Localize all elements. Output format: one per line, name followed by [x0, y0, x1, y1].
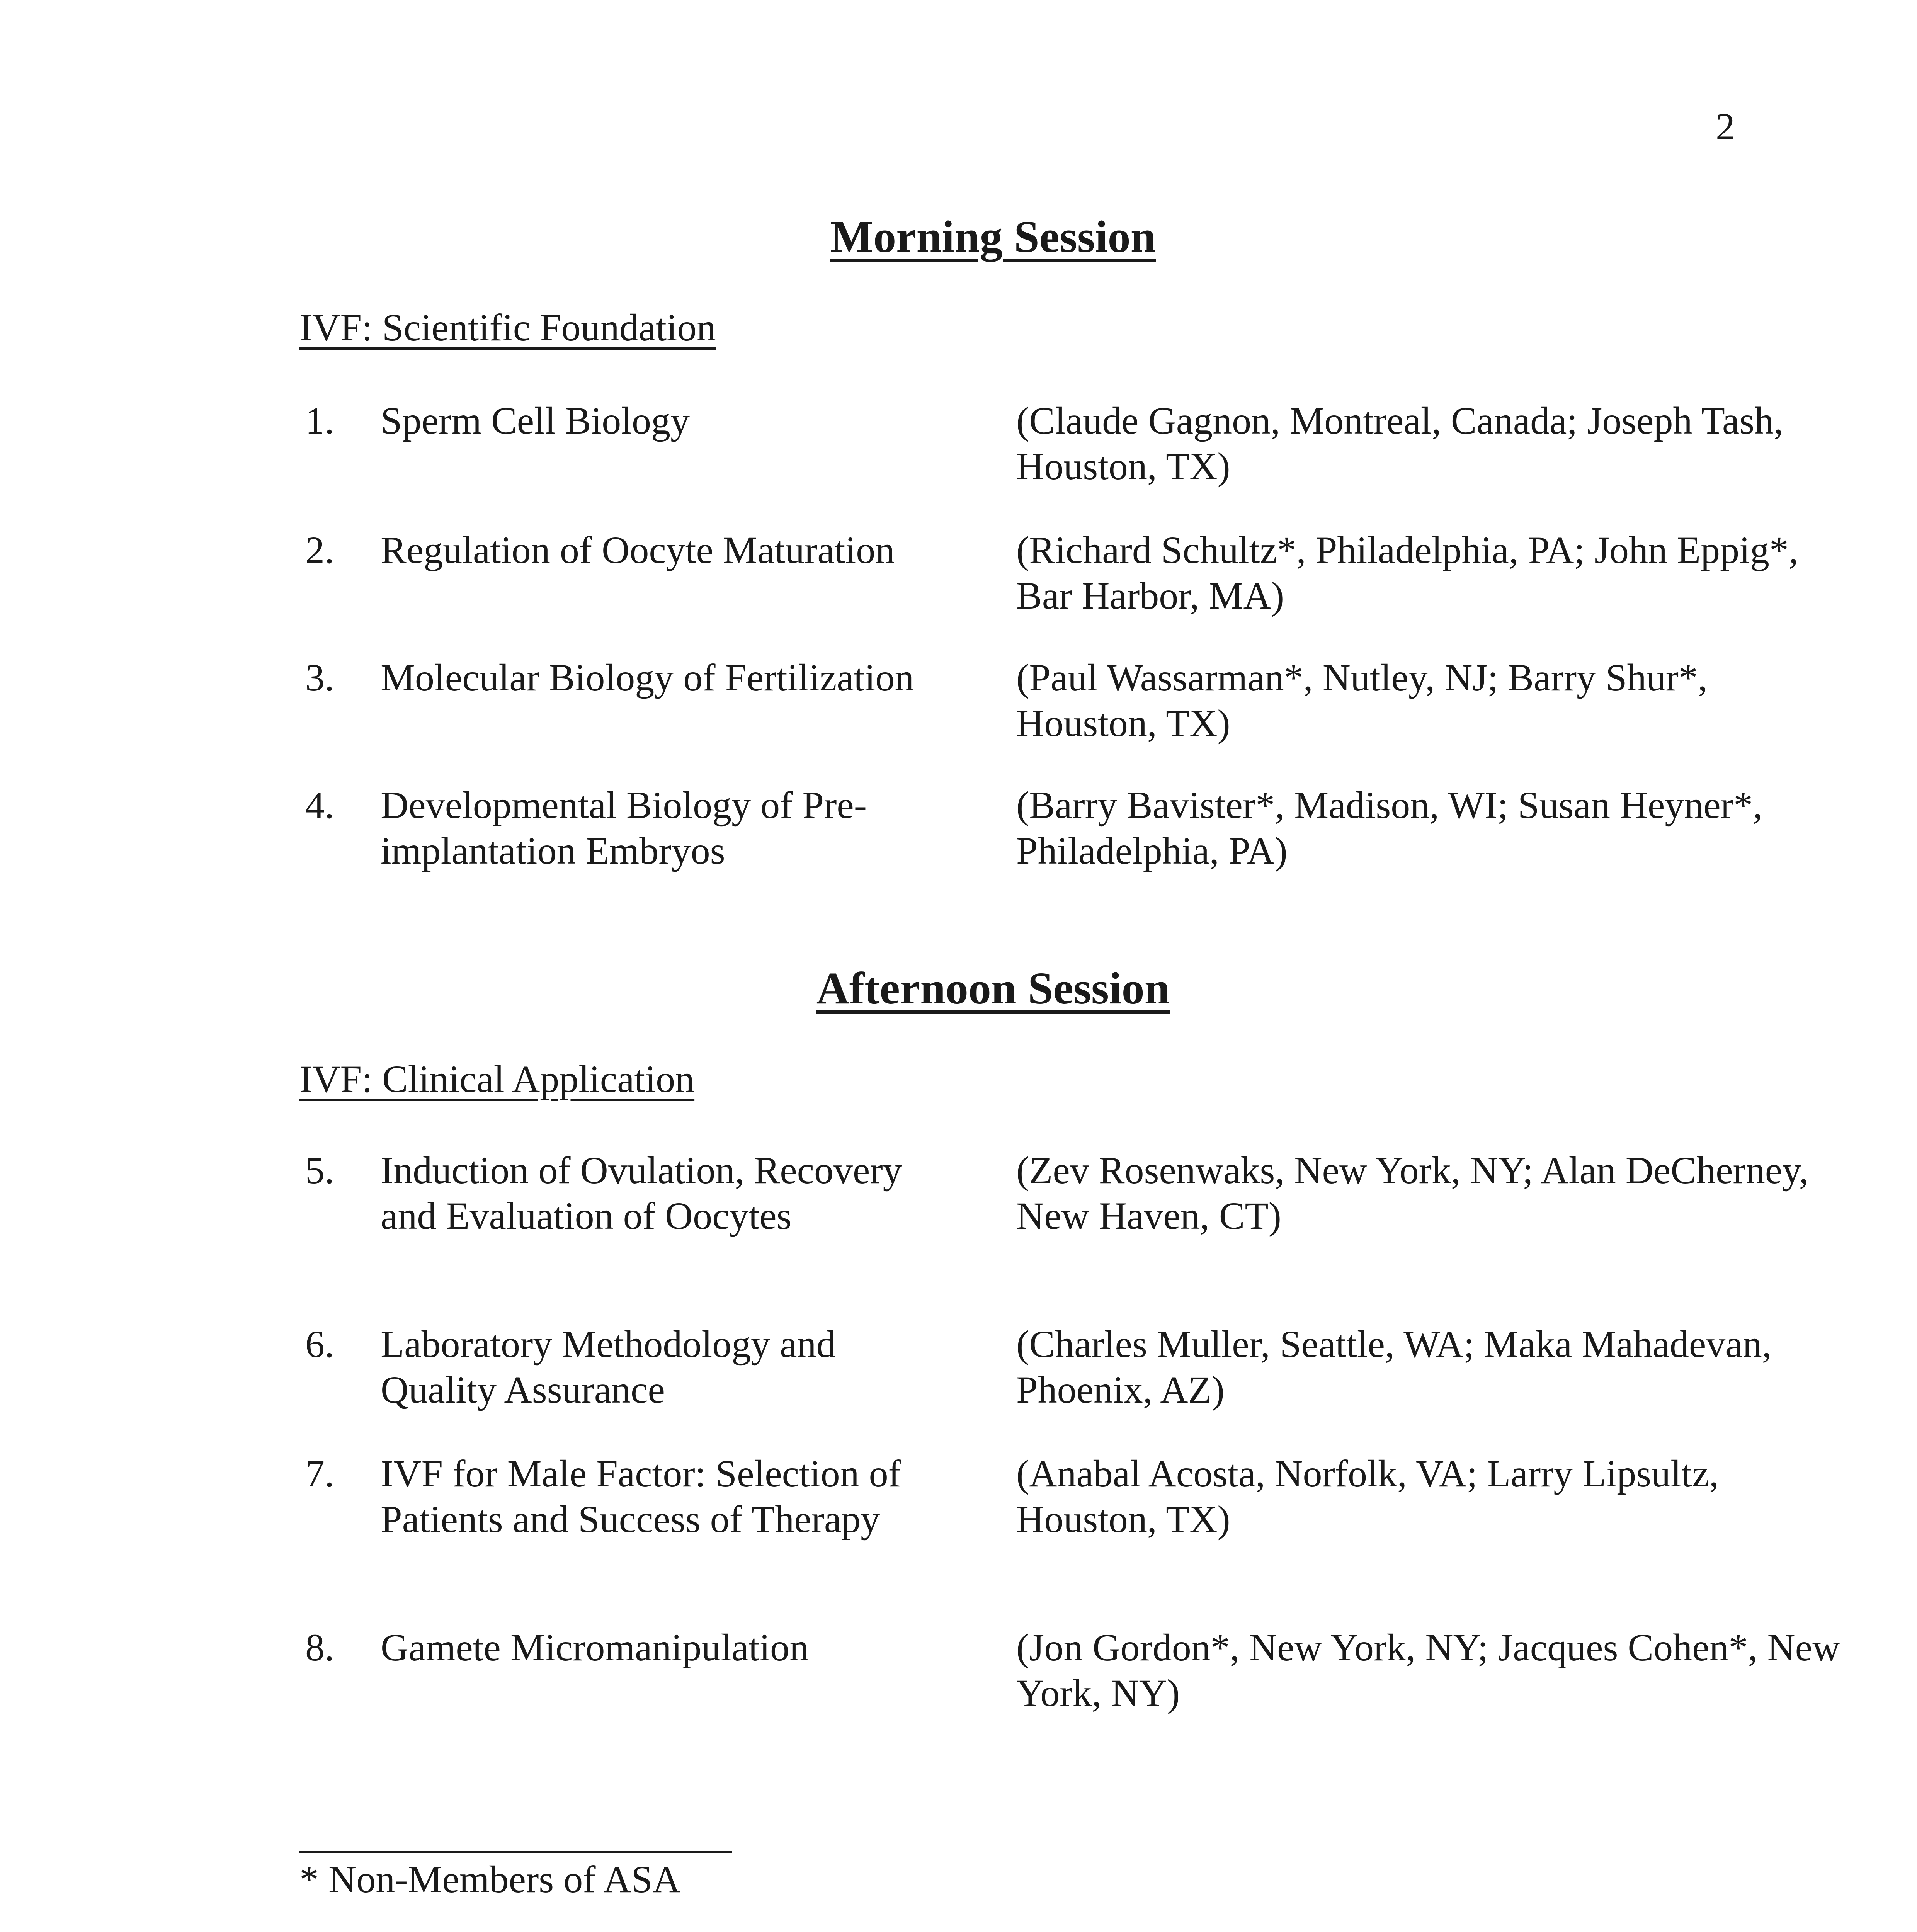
item-topic: Sperm Cell Biology	[381, 399, 690, 442]
item-topic: Gamete Micromanipulation	[381, 1626, 809, 1669]
afternoon-session-heading: Afternoon Session	[816, 963, 1170, 1014]
item-speakers: (Charles Muller, Seattle, WA; Maka Mahadevan, Phoenix, AZ)	[1016, 1323, 1772, 1411]
item-number: 5.	[305, 1149, 334, 1192]
morning-session-heading: Morning Session	[830, 211, 1156, 262]
item-number: 1.	[305, 399, 334, 442]
morning-section-title: IVF: Scientific Foundation	[299, 306, 716, 349]
item-number: 7.	[305, 1452, 334, 1495]
item-topic: Induction of Ovulation, Recovery and Evaluation of Oocytes	[381, 1149, 902, 1237]
footnote: * Non-Members of ASA	[299, 1858, 681, 1901]
item-speakers: (Anabal Acosta, Norfolk, VA; Larry Lipsultz, Houston, TX)	[1016, 1452, 1719, 1541]
item-number: 2.	[305, 529, 334, 571]
item-number: 6.	[305, 1323, 334, 1366]
item-topic: Developmental Biology of Pre-implantation Embryos	[381, 784, 867, 872]
item-speakers: (Jon Gordon*, New York, NY; Jacques Cohen*, New York, NY)	[1016, 1626, 1840, 1714]
item-topic: Molecular Biology of Fertilization	[381, 656, 914, 699]
afternoon-section-title: IVF: Clinical Application	[299, 1058, 695, 1100]
item-speakers: (Paul Wassarman*, Nutley, NJ; Barry Shur*, Houston, TX)	[1016, 656, 1708, 745]
item-speakers: (Richard Schultz*, Philadelphia, PA; John Eppig*, Bar Harbor, MA)	[1016, 529, 1798, 617]
item-number: 4.	[305, 784, 334, 827]
footnote-rule	[299, 1851, 732, 1853]
item-topic: Regulation of Oocyte Maturation	[381, 529, 895, 571]
item-topic: IVF for Male Factor: Selection of Patients and Success of Therapy	[381, 1452, 901, 1541]
item-speakers: (Zev Rosenwaks, New York, NY; Alan DeCherney, New Haven, CT)	[1016, 1149, 1809, 1237]
item-number: 8.	[305, 1626, 334, 1669]
item-topic: Laboratory Methodology and Quality Assurance	[381, 1323, 836, 1411]
item-speakers: (Claude Gagnon, Montreal, Canada; Joseph Tash, Houston, TX)	[1016, 399, 1784, 488]
item-speakers: (Barry Bavister*, Madison, WI; Susan Heyner*, Philadelphia, PA)	[1016, 784, 1763, 872]
item-number: 3.	[305, 656, 334, 699]
page-number: 2	[1716, 105, 1735, 148]
